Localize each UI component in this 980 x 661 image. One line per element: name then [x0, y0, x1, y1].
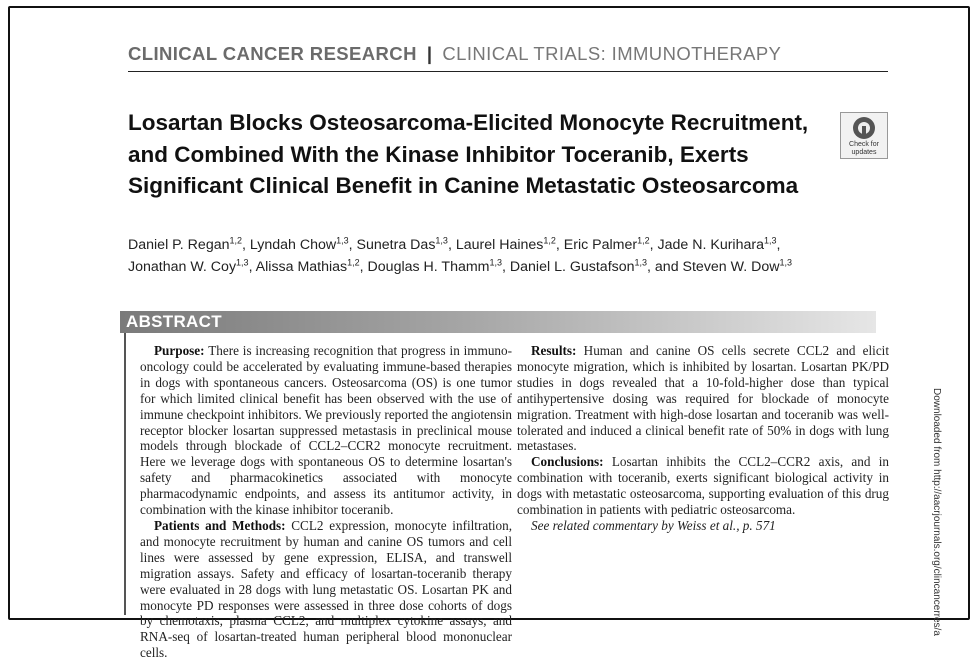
author-affiliation: 1,2: [637, 235, 650, 246]
author-affiliation: 1,3: [489, 257, 503, 268]
related-commentary: See related commentary by Weiss et al., p. 571: [531, 517, 776, 533]
journal-section: CLINICAL TRIALS: IMMUNOTHERAPY: [442, 43, 782, 64]
header-rule: [128, 71, 888, 72]
journal-header: [128, 43, 781, 65]
results-label: Results:: [531, 343, 577, 358]
download-note: Downloaded from http://aacrjournals.org/clincancerres/a: [931, 388, 942, 636]
author-affiliation: 1,3: [634, 257, 648, 268]
purpose-paragraph: [140, 343, 512, 518]
author: Jonathan W. Coy$^{1,3}$: [128, 257, 249, 275]
abstract-heading-bar: [120, 311, 876, 333]
author: Steven W. Dow$^{1,3}$: [682, 257, 793, 275]
author: Daniel L. Gustafson$^{1,3}$: [509, 257, 648, 275]
purpose-label: Purpose:: [154, 343, 205, 358]
conclusions-paragraph: [517, 454, 889, 518]
author-affiliation: 1,2: [229, 235, 243, 246]
purpose-text: There is increasing recognition that progress in immuno-oncology could be accelerated by evaluating immune-based therapies in dogs with spontaneous cancers. Osteosarcoma (OS) is one tumor for which limited clinical benefit has been observed with the use of immune checkpoint inhibitors. We previously reported the angiotensin receptor blocker losartan suppressed metastasis in preclinical mouse models through blockade of CCL2–CCR2 monocyte recruitment. Here we leverage dogs with spontaneous OS to determine losartan's safety and pharmacokinetics associated with monocyte pharmacodynamic endpoints, and assess its antitumor activity, in combination with the kinase inhibitor toceranib.: [140, 343, 512, 518]
author: Eric Palmer$^{1,2}$: [563, 235, 650, 253]
abstract-column-right: [517, 343, 889, 534]
author-affiliation: 1,3: [236, 257, 249, 268]
author-affiliation: 1,2: [543, 235, 556, 246]
header-separator: |: [426, 43, 433, 64]
author-affiliation: 1,3: [763, 235, 777, 246]
author-affiliation: 1,3: [336, 235, 349, 246]
conclusions-label: Conclusions:: [531, 454, 604, 470]
abstract-heading: ABSTRACT: [126, 312, 222, 331]
author: Jade N. Kurihara$^{1,3}$: [657, 235, 777, 253]
author-affiliation: 1,3: [779, 257, 793, 268]
author: Sunetra Das$^{1,3}$: [356, 235, 448, 253]
badge-line-2: updates: [851, 149, 877, 156]
conclusions-text: Losartan inhibits the CCL2–CCR2 axis, and in combination with toceranib, exerts significant biological activity in dogs with metastatic osteosarcoma, supporting evaluation of this drug combination in patients with pediatric osteosarcoma.: [517, 454, 889, 518]
methods-label: Patients and Methods:: [154, 517, 286, 533]
author: Lyndah Chow$^{1,3}$: [249, 235, 349, 253]
journal-name: CLINICAL CANCER RESEARCH: [128, 43, 417, 64]
crossmark-icon: [853, 117, 875, 139]
check-for-updates-badge[interactable]: [840, 112, 888, 159]
methods-text: CCL2 expression, monocyte infiltration, and monocyte recruitment by human and canine OS tumors and cell lines were assessed by gene expression, ELISA, and transwell migration assays. Safety and efficacy of losartan-toceranib therapy were evaluated in 28 dogs with lung metastatic OS. Losartan PK and monocyte PD responses were assessed in three dose cohorts of dogs by chemotaxis, plasma CCL2, and multiplex cytokine assays, and RNA-seq of losartan-treated human peripheral blood mononuclear cells.: [140, 517, 513, 661]
abstract-side-rule: [124, 333, 126, 615]
badge-line-1: Check for: [849, 141, 879, 148]
author-affiliation: 1,2: [347, 257, 360, 268]
results-text: Human and canine OS cells secrete CCL2 and elicit monocyte migration, which is inhibited by losartan. Losartan PK/PD studies in dogs revealed that a 10-fold-higher dose than typical antihypertensive dosing was required for blockade of monocyte migration. Treatment with high-dose losartan and toceranib was well-tolerated and induced a clinical benefit rate of 50% in dogs with lung metastases.: [517, 343, 890, 454]
author: Douglas H. Thamm$^{1,3}$: [367, 257, 503, 275]
author: Laurel Haines$^{1,2}$: [455, 235, 556, 253]
author-list: Daniel P. Regan$^{1,2}$, Lyndah Chow$^{1,3}$, Sunetra Das$^{1,3}$, Laurel Haines$^{1,2}$, Eric Palmer$^{1,2}$, Jade N. Kurihara$^{1,3}$, Jonathan W. Coy$^{1,3}$, Alissa Mathias$^{1,2}$, Douglas H. Thamm$^{1,3}$, Daniel L. Gustafson$^{1,3}$, and Steven W. Dow$^{1,3}$: [128, 235, 793, 275]
methods-paragraph: [140, 518, 512, 661]
author: Daniel P. Regan$^{1,2}$: [128, 235, 243, 253]
article-title: Losartan Blocks Osteosarcoma-Elicited Monocyte Recruitment, and Combined With the Kinase Inhibitor Toceranib, Exerts Significant Clinical Benefit in Canine Metastatic Osteosarcoma: [128, 110, 809, 198]
author: Alissa Mathias$^{1,2}$: [255, 257, 360, 275]
abstract-column-left: [140, 343, 512, 661]
results-paragraph: [517, 343, 889, 454]
author-affiliation: 1,3: [435, 235, 448, 246]
